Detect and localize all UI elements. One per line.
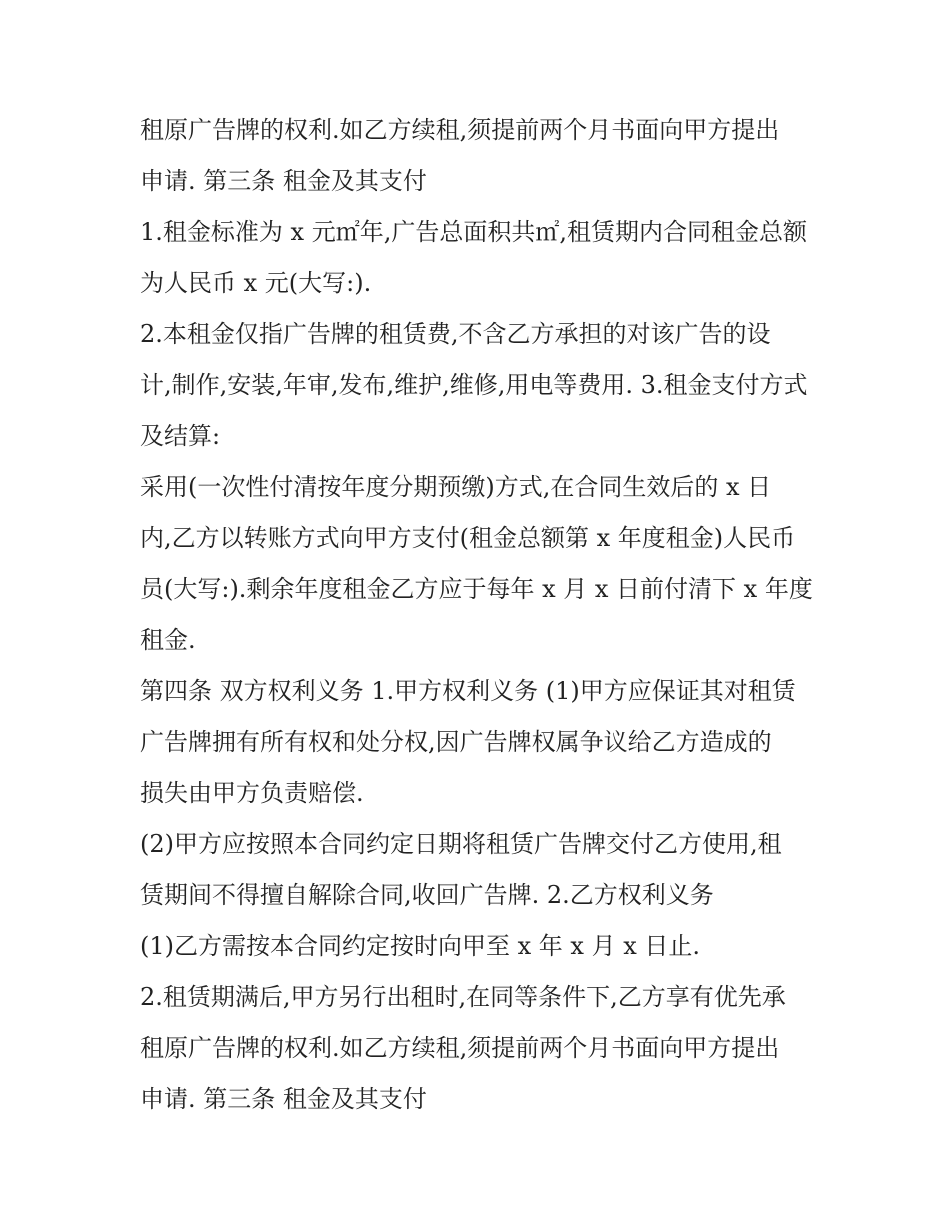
text-line: 申请. 第三条 租金及其支付 xyxy=(140,167,427,195)
text-line: 申请. 第三条 租金及其支付 xyxy=(140,1085,427,1113)
text-line: 赁期间不得擅自解除合同,收回广告牌. 2.乙方权利义务 xyxy=(140,881,714,909)
text-line: 内,乙方以转账方式向甲方支付(租金总额第 x 年度租金)人民币 xyxy=(140,524,796,552)
text-line: 损失由甲方负责赔偿. xyxy=(140,779,364,807)
text-line: (2)甲方应按照本合同约定日期将租赁广告牌交付乙方使用,租 xyxy=(140,830,782,858)
text-line: 计,制作,安装,年审,发布,维护,维修,用电等费用. 3.租金支付方式 xyxy=(140,371,808,399)
text-line: (1)乙方需按本合同约定按时向甲至 x 年 x 月 x 日止. xyxy=(140,932,701,960)
text-line: 为人民币 x 元(大写:). xyxy=(140,269,372,297)
text-line: 租原广告牌的权利.如乙方续租,须提前两个月书面向甲方提出 xyxy=(140,1034,780,1062)
document-body xyxy=(140,105,830,1125)
text-line: 采用(一次性付清按年度分期预缴)方式,在合同生效后的 x 日 xyxy=(140,473,772,501)
text-line: 2.本租金仅指广告牌的租赁费,不含乙方承担的对该广告的设 xyxy=(140,320,771,348)
text-line: 租原广告牌的权利.如乙方续租,须提前两个月书面向甲方提出 xyxy=(140,116,780,144)
text-line: 第四条 双方权利义务 1.甲方权利义务 (1)甲方应保证其对租赁 xyxy=(140,677,796,705)
text-line: 广告牌拥有所有权和处分权,因广告牌权属争议给乙方造成的 xyxy=(140,728,772,756)
text-line: 员(大写:).剩余年度租金乙方应于每年 x 月 x 日前付清下 x 年度 xyxy=(140,575,813,603)
text-line: 租金. xyxy=(140,626,196,654)
text-line: 2.租赁期满后,甲方另行出租时,在同等条件下,乙方享有优先承 xyxy=(140,983,786,1011)
text-line: 及结算: xyxy=(140,422,221,450)
text-line: 1.租金标准为 x 元㎡年,广告总面积共㎡,租赁期内合同租金总额 xyxy=(140,218,807,246)
